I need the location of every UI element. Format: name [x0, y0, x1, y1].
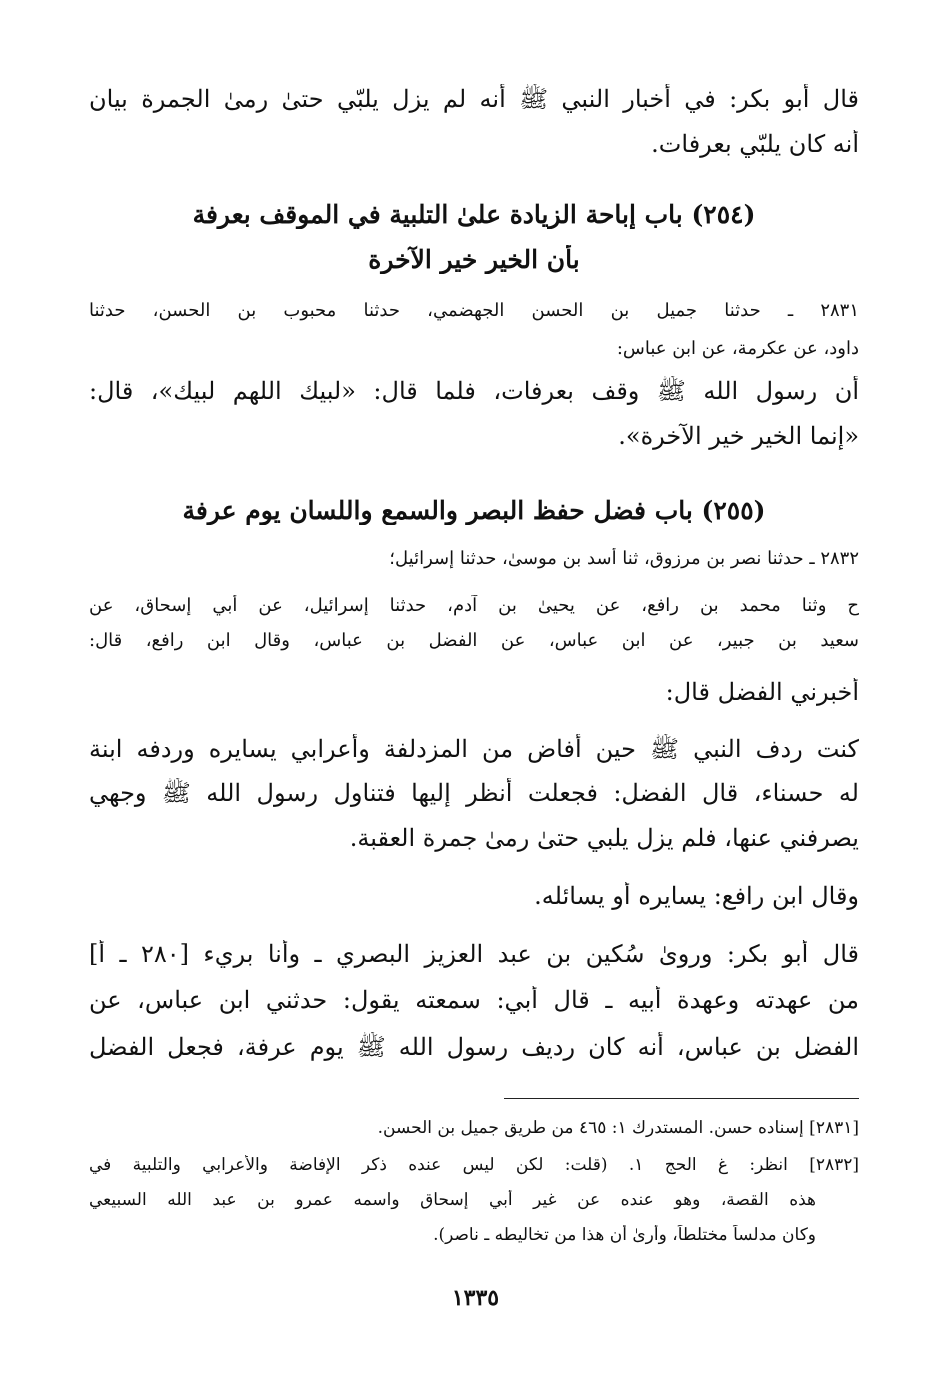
- hadith-2832-matn-line-3: يصرفني عنها، فلم يزل يلبي حتىٰ رمىٰ جمرة العقبة.: [349, 824, 859, 852]
- hadith-2832-akhbarani: أخبرني الفضل قال:: [665, 678, 859, 706]
- footnote-2832-line-2: هذه القصة، وهو عنده عن غير أبي إسحاق واسمه عمرو بن عبد الله السبيعي: [89, 1190, 816, 1210]
- abu-bakr-line-1: قال أبو بكر: وروىٰ سُكين بن عبد العزيز البصري ـ وأنا بريء [٢٨٠ ـ أ]: [89, 940, 859, 968]
- hadith-2831-matn-line-2: «إنما الخير خير الآخرة».: [618, 422, 859, 450]
- ibn-rafi-note: وقال ابن رافع: يسايره أو يسائله.: [534, 882, 859, 910]
- hadith-2832-isnad-line-2: ح وثنا محمد بن رافع، عن يحيىٰ بن آدم، حدثنا إسرائيل، عن أبي إسحاق، عن: [89, 595, 859, 616]
- abu-bakr-line-3: الفضل بن عباس، أنه كان رديف رسول الله ﷺ يوم عرفة، فجعل الفضل: [89, 1033, 859, 1061]
- footnote-2831: [٢٨٣١] إسناده حسن. المستدرك ١: ٤٦٥ من طريق جميل بن الحسن.: [377, 1118, 859, 1138]
- footnote-separator: [504, 1098, 859, 1099]
- hadith-2831-matn-line-1: أن رسول الله ﷺ وقف بعرفات، فلما قال: «لبيك اللهم لبيك»، قال:: [89, 377, 859, 405]
- intro-line-2: أنه كان يلبّي بعرفات.: [651, 130, 859, 158]
- section-254-heading-line-1: (٢٥٤) باب إباحة الزيادة علىٰ التلبية في الموقف بعرفة: [192, 200, 756, 229]
- page-number: ١٣٣٥: [451, 1285, 500, 1311]
- section-254-heading-line-2: بأن الخير خير الآخرة: [368, 245, 580, 274]
- hadith-2832-matn-line-1: كنت ردف النبي ﷺ حين أفاض من المزدلفة وأعرابي يسايره وردفه ابنة: [89, 735, 859, 763]
- abu-bakr-line-2: من عهدته وعهدة أبيه ـ قال أبي: سمعته يقول: حدثني ابن عباس، عن: [89, 986, 859, 1014]
- footnote-2832-line-1: [٢٨٣٢] انظر: غ الحج ١. (قلت: لكن ليس عنده ذكر الإفاضة والأعرابي والتلبية في: [89, 1155, 859, 1175]
- hadith-2832-isnad-line-3: سعيد بن جبير، عن ابن عباس، عن الفضل بن عباس، وقال ابن رافع، قال:: [89, 630, 859, 651]
- footnote-2832-line-3: وكان مدلساً مختلطاً، وأرىٰ أن هذا من تخاليطه ـ ناصر).: [433, 1225, 816, 1245]
- hadith-2832-isnad-line-1: ٢٨٣٢ ـ حدثنا نصر بن مرزوق، ثنا أسد بن موسىٰ، حدثنا إسرائيل؛: [389, 548, 859, 569]
- intro-line-1: قال أبو بكر: في أخبار النبي ﷺ أنه لم يزل يلبّي حتىٰ رمىٰ الجمرة بيان: [89, 85, 859, 113]
- hadith-2831-isnad-line-1: ٢٨٣١ ـ حدثنا جميل بن الحسن الجهضمي، حدثنا محبوب بن الحسن، حدثنا: [89, 300, 859, 321]
- section-255-heading: (٢٥٥) باب فضل حفظ البصر والسمع واللسان يوم عرفة: [182, 496, 766, 525]
- hadith-2832-matn-line-2: له حسناء، قال الفضل: فجعلت أنظر إليها فتناول رسول الله ﷺ وجهي: [89, 779, 859, 807]
- hadith-2831-isnad-line-2: داود، عن عكرمة، عن ابن عباس:: [616, 338, 859, 359]
